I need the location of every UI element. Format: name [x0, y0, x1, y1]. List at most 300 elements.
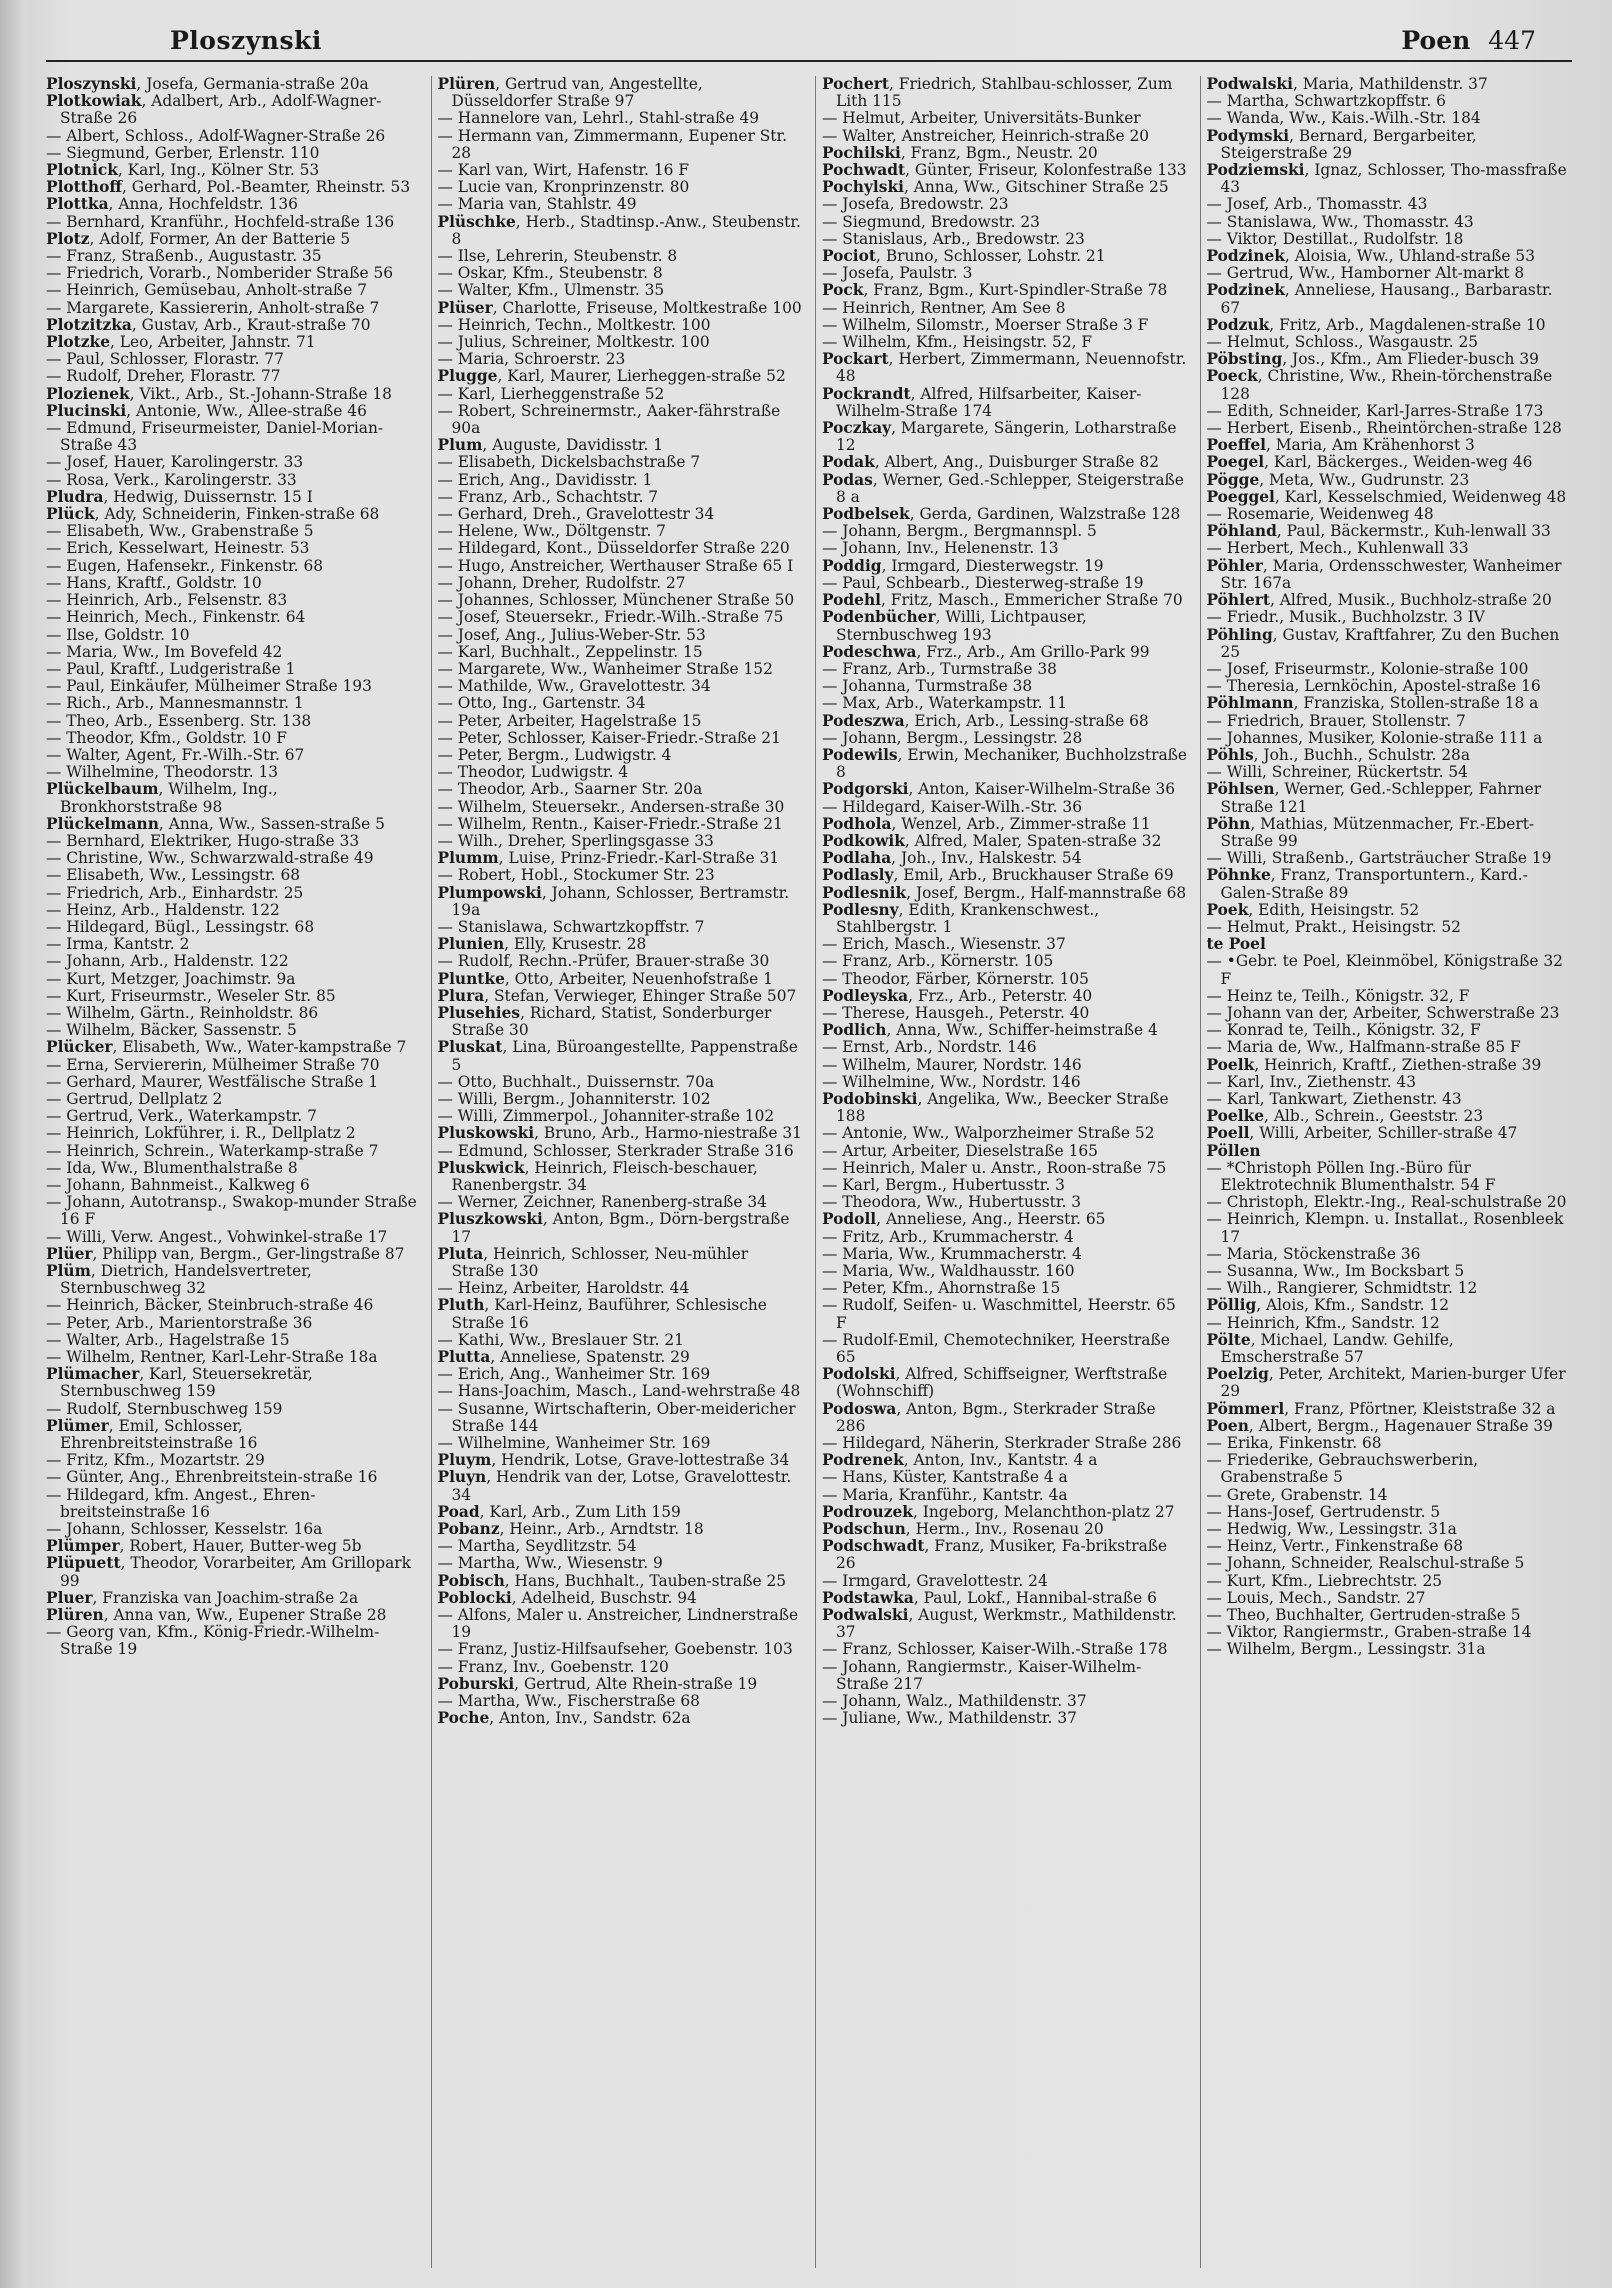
entry-surname: Pöhls	[1206, 745, 1254, 764]
directory-entry	[1207, 919, 1573, 936]
directory-entry	[46, 351, 419, 368]
directory-entry	[822, 1607, 1188, 1641]
directory-entry	[822, 833, 1188, 850]
directory-entry	[822, 472, 1188, 506]
entry-details: , Anna, Hochfeldstr. 136	[108, 195, 298, 214]
directory-entry	[1207, 334, 1573, 351]
entry-details: , Ady, Schneiderin, Finken-straße 68	[94, 505, 380, 524]
entry-details: — Heinrich, Maler u. Anstr., Roon-straße 75	[822, 1158, 1167, 1177]
directory-entry	[1207, 437, 1573, 454]
directory-entry	[46, 93, 419, 127]
entry-details: — Günter, Ang., Ehrenbreitstein-straße 16	[46, 1468, 378, 1487]
entry-details: — Helmut, Prakt., Heisingstr. 52	[1206, 917, 1461, 936]
directory-entry	[822, 1074, 1188, 1091]
entry-details: , Gustav, Kraftfahrer, Zu den Buchen 25	[1220, 625, 1560, 661]
directory-entry	[1207, 1504, 1573, 1521]
entry-surname: Pöhlsen	[1206, 780, 1275, 799]
entry-details: — Alfons, Maler u. Anstreicher, Lindnerstraße 19	[437, 1606, 799, 1642]
entry-surname: Poelke	[1206, 1107, 1265, 1126]
entry-details: — Wilh., Rangierer, Schmidtstr. 12	[1206, 1279, 1478, 1298]
directory-entry	[438, 489, 804, 506]
directory-entry	[822, 282, 1188, 299]
entry-surname: Podoswa	[822, 1399, 897, 1418]
entry-details: , Josef, Bergm., Half-mannstraße 68	[906, 883, 1187, 902]
directory-entry	[46, 1401, 419, 1418]
entry-details: — Erika, Finkenstr. 68	[1206, 1434, 1382, 1453]
directory-entry	[46, 919, 419, 936]
entry-details: — Theo, Arb., Essenberg. Str. 138	[46, 711, 312, 730]
entry-surname: Plümacher	[46, 1365, 140, 1384]
entry-surname: Podymski	[1206, 126, 1290, 145]
entry-surname: Poell	[1206, 1124, 1250, 1143]
entry-details: , Alois, Kfm., Sandstr. 12	[1256, 1296, 1449, 1315]
directory-entry	[1207, 506, 1573, 523]
directory-entry	[822, 145, 1188, 162]
entry-details: — Theodor, Kfm., Goldstr. 10 F	[46, 728, 287, 747]
entry-details: — Margarete, Kassiererin, Anholt-straße 7	[46, 298, 380, 317]
entry-details: — Josef, Steuersekr., Friedr.-Wilh.-Straße 75	[437, 608, 784, 627]
entry-details: — Theodor, Färber, Körnerstr. 105	[822, 969, 1089, 988]
entry-surname: Pluntke	[437, 969, 505, 988]
entry-surname: Plum	[437, 436, 483, 455]
directory-entry	[46, 627, 419, 644]
entry-surname: Podobinski	[822, 1089, 918, 1108]
entry-details: — Hans-Josef, Gertrudenstr. 5	[1206, 1502, 1441, 1521]
entry-surname: Podzuk	[1206, 315, 1270, 334]
entry-details: — Maria de, Ww., Halfmann-straße 85 F	[1206, 1038, 1521, 1057]
entry-surname: Plümper	[46, 1537, 120, 1556]
entry-surname: Pluskwick	[437, 1158, 525, 1177]
entry-details: — Josefa, Bredowstr. 23	[822, 195, 1009, 214]
directory-entry	[438, 403, 804, 437]
directory-entry	[822, 747, 1188, 781]
directory-entry	[438, 128, 804, 162]
directory-entry	[822, 1177, 1188, 1194]
entry-details: , Anton, Inv., Kantstr. 4 a	[903, 1451, 1098, 1470]
entry-details: , Gustav, Arb., Kraut-straße 70	[131, 315, 371, 334]
directory-entry	[46, 1555, 419, 1589]
entry-details: , Alfred, Maler, Spaten-straße 32	[904, 831, 1162, 850]
entry-details: — Heinrich, Rentner, Am See 8	[822, 298, 1066, 317]
entry-details: — Karl van, Wirt, Hafenstr. 16 F	[437, 161, 689, 180]
directory-entry	[438, 1160, 804, 1194]
directory-entry	[822, 1022, 1188, 1039]
directory-entry	[46, 867, 419, 884]
directory-entry	[822, 334, 1188, 351]
entry-details: , Bruno, Arb., Harmo-niestraße 31	[534, 1124, 802, 1143]
directory-entry	[1207, 1194, 1573, 1211]
binding-shadow	[0, 0, 26, 2288]
directory-entry	[46, 558, 419, 575]
entry-details: — Heinrich, Klempn. u. Installat., Rosenbleek 17	[1206, 1210, 1564, 1246]
entry-details: , Luise, Prinz-Friedr.-Karl-Straße 31	[498, 849, 780, 868]
entry-details: — Johann, Schlosser, Kesselstr. 16a	[46, 1520, 323, 1539]
entry-details: , Antonie, Ww., Allee-straße 46	[126, 401, 367, 420]
entry-details: — Max, Arb., Waterkampstr. 11	[822, 694, 1068, 713]
entry-details: — Albert, Schloss., Adolf-Wagner-Straße 26	[46, 126, 386, 145]
directory-entry	[46, 1091, 419, 1108]
directory-entry	[822, 1401, 1188, 1435]
entry-surname: Pociot	[822, 247, 877, 266]
directory-entry	[438, 472, 804, 489]
entry-details: — Johanna, Turmstraße 38	[822, 677, 1033, 696]
entry-details: — Franz, Schlosser, Kaiser-Wilh.-Straße 178	[822, 1640, 1168, 1659]
directory-entry	[1207, 162, 1573, 196]
directory-entry	[822, 1194, 1188, 1211]
entry-details: , Philipp van, Bergm., Ger-lingstraße 87	[92, 1244, 405, 1263]
directory-entry	[1207, 678, 1573, 695]
entry-details: — Heinz, Arbeiter, Haroldstr. 44	[437, 1279, 690, 1298]
entry-surname: Pock	[822, 281, 864, 300]
directory-entry	[46, 128, 419, 145]
entry-details: — Franz, Arb., Turmstraße 38	[822, 659, 1057, 678]
directory-entry	[438, 1125, 804, 1142]
entry-details: , Wenzel, Arb., Zimmer-straße 11	[891, 814, 1151, 833]
directory-entry	[46, 695, 419, 712]
directory-entry	[46, 1590, 419, 1607]
entry-details: — Edith, Schneider, Karl-Jarres-Straße 173	[1206, 401, 1544, 420]
entry-details: , Albert, Ang., Duisburger Straße 82	[874, 453, 1160, 472]
entry-details: — Elisabeth, Ww., Grabenstraße 5	[46, 522, 314, 541]
directory-entry	[438, 695, 804, 712]
directory-entry	[438, 540, 804, 557]
directory-entry: te Poel	[1206, 935, 1266, 954]
directory-columns	[46, 76, 1572, 2268]
directory-entry	[46, 1229, 419, 1246]
entry-details: , Franz, Pförtner, Kleiststraße 32 a	[1284, 1399, 1556, 1418]
entry-details: — Irmgard, Gravelottestr. 24	[822, 1571, 1048, 1590]
entry-details: , Michael, Landw. Gehilfe, Emscherstraße 57	[1220, 1330, 1454, 1367]
directory-entry	[1207, 1573, 1573, 1590]
entry-details: — Friedr., Musik., Buchholzstr. 3 IV	[1206, 608, 1485, 627]
directory-entry	[46, 1039, 419, 1056]
directory-entry	[1207, 454, 1573, 471]
entry-details: — Wilhelmine, Wanheimer Str. 169	[437, 1434, 711, 1453]
entry-surname: Plotnick	[46, 161, 118, 180]
entry-surname: Plucinski	[46, 401, 127, 420]
directory-entry	[46, 196, 419, 213]
directory-entry	[438, 1349, 804, 1366]
entry-details: — Stanislawa, Ww., Thomasstr. 43	[1206, 212, 1474, 231]
entry-details: , Adelheid, Buschstr. 94	[511, 1588, 697, 1607]
entry-surname: Podoll	[822, 1210, 877, 1229]
entry-details: — Gertrud, Dellplatz 2	[46, 1089, 223, 1108]
entry-surname: Podrouzek	[822, 1502, 913, 1521]
directory-entry	[822, 1057, 1188, 1074]
entry-details: — Johann, Inv., Helenenstr. 13	[822, 539, 1059, 558]
entry-details: — Heinrich, Techn., Moltkestr. 100	[437, 315, 711, 334]
entry-details: , Hans, Buchhalt., Tauben-straße 25	[504, 1571, 787, 1590]
entry-surname: Poeffel	[1206, 436, 1266, 455]
directory-entry	[1207, 1332, 1573, 1366]
directory-entry	[438, 437, 804, 454]
entry-details: , Anna, Ww., Gitschiner Straße 25	[903, 178, 1169, 197]
entry-surname: Podstawka	[822, 1588, 914, 1607]
entry-details: , Margarete, Sängerin, Lotharstraße 12	[836, 419, 1177, 455]
entry-details: — Juliane, Ww., Mathildenstr. 37	[822, 1709, 1077, 1728]
entry-details: , Heinrich, Schlosser, Neu-mühler Straße 130	[451, 1244, 749, 1281]
directory-entry	[438, 248, 804, 265]
entry-details: , Heinrich, Fleisch-beschauer, Ranenbergstr. 34	[451, 1158, 758, 1194]
directory-entry	[1207, 1005, 1573, 1022]
directory-entry	[822, 351, 1188, 385]
entry-details: — Franz, Straßenb., Augustastr. 35	[46, 247, 322, 266]
directory-entry	[1207, 93, 1573, 110]
entry-details: — Maria, Ww., Krummacherstr. 4	[822, 1244, 1082, 1263]
entry-details: , Hendrik, Lotse, Grave-lottestraße 34	[491, 1451, 790, 1470]
entry-details: — Siegmund, Bredowstr. 23	[822, 212, 1040, 231]
directory-entry	[438, 781, 804, 798]
directory-entry	[46, 678, 419, 695]
entry-details: , Dietrich, Handelsvertreter, Sternbuschweg 32	[60, 1262, 312, 1298]
directory-entry	[1207, 1624, 1573, 1641]
entry-details: — Viktor, Rangiermstr., Graben-straße 14	[1206, 1623, 1532, 1642]
directory-entry	[1207, 403, 1573, 420]
entry-details: — Ilse, Goldstr. 10	[46, 625, 190, 644]
directory-entry	[46, 231, 419, 248]
directory-entry	[1207, 196, 1573, 213]
entry-surname: Plückelmann	[46, 814, 159, 833]
directory-entry	[46, 265, 419, 282]
entry-details: , Werner, Ged.-Schlepper, Steigerstraße 8 a	[836, 470, 1184, 506]
directory-entry	[822, 317, 1188, 334]
entry-details: — Heinrich, Schrein., Waterkamp-straße 7	[46, 1141, 379, 1160]
directory-entry	[822, 1573, 1188, 1590]
directory-entry	[46, 1108, 419, 1125]
directory-entry	[822, 1280, 1188, 1297]
directory-entry	[1207, 110, 1573, 127]
directory-entry	[822, 523, 1188, 540]
directory-entry	[822, 1160, 1188, 1177]
directory-entry	[822, 953, 1188, 970]
directory-entry	[438, 1211, 804, 1245]
entry-details: — Friedrich, Arb., Einhardstr. 25	[46, 883, 304, 902]
entry-details: — Hannelore van, Lehrl., Stahl-straße 49	[437, 109, 760, 128]
directory-entry	[438, 1108, 804, 1125]
directory-entry	[438, 627, 804, 644]
directory-entry	[1207, 1057, 1573, 1074]
entry-surname: Plüser	[437, 298, 493, 317]
directory-entry	[438, 1607, 804, 1641]
directory-entry	[822, 644, 1188, 661]
directory-entry	[1207, 661, 1573, 678]
entry-surname: Pömmerl	[1206, 1399, 1285, 1418]
entry-details: — Peter, Arb., Marientorstraße 36	[46, 1313, 313, 1332]
entry-details: — Theodor, Arb., Saarner Str. 20a	[437, 780, 703, 799]
entry-details: — Walter, Arb., Hagelstraße 15	[46, 1330, 290, 1349]
column-4	[1200, 76, 1573, 2268]
entry-details: — Franz, Inv., Goebenstr. 120	[437, 1657, 669, 1676]
entry-details: , Meta, Ww., Gudrunstr. 23	[1259, 470, 1470, 489]
entry-surname: Pluta	[437, 1244, 484, 1263]
entry-details: , Anton, Inv., Sandstr. 62a	[489, 1709, 691, 1728]
entry-details: , Edith, Krankenschwest., Stahlbergstr. 1	[836, 900, 1100, 936]
directory-entry	[822, 506, 1188, 523]
entry-surname: Podehl	[822, 591, 882, 610]
directory-entry	[1207, 902, 1573, 919]
entry-surname: Pludra	[46, 487, 104, 506]
directory-entry	[1207, 1452, 1573, 1486]
directory-entry	[1207, 265, 1573, 282]
directory-entry	[1207, 540, 1573, 557]
entry-surname: Pöhler	[1206, 556, 1263, 575]
entry-surname: Podschun	[822, 1520, 906, 1539]
directory-entry	[1207, 214, 1573, 231]
entry-details: — Erich, Ang., Wanheimer Str. 169	[437, 1365, 711, 1384]
entry-surname: Plotzke	[46, 333, 110, 352]
directory-entry	[438, 1435, 804, 1452]
directory-entry	[46, 1057, 419, 1074]
entry-details: , Alfred, Schiffseigner, Werftstraße (Wohnschiff)	[836, 1365, 1168, 1401]
directory-entry	[822, 730, 1188, 747]
directory-entry	[822, 1143, 1188, 1160]
directory-entry	[1207, 1108, 1573, 1125]
entry-details: — Heinz, Vertr., Finkenstraße 68	[1206, 1537, 1464, 1556]
entry-details: — Kurt, Friseurmstr., Weseler Str. 85	[46, 986, 336, 1005]
directory-entry	[1207, 730, 1573, 747]
entry-details: — Kurt, Kfm., Liebrechtstr. 25	[1206, 1571, 1443, 1590]
directory-entry	[438, 1469, 804, 1503]
entry-details: — Wilhelmine, Ww., Nordstr. 146	[822, 1072, 1081, 1091]
entry-details: — Robert, Schreinermstr., Aaker-fährstraße 90a	[437, 401, 781, 438]
directory-entry	[46, 1607, 419, 1624]
entry-details: — Johann, Bergm., Bergmannspl. 5	[822, 522, 1097, 541]
entry-details: — Heinz te, Teilh., Königstr. 32, F	[1206, 986, 1470, 1005]
directory-entry	[438, 833, 804, 850]
entry-surname: Pluym	[437, 1451, 492, 1470]
entry-surname: Plückelbaum	[46, 780, 159, 799]
entry-details: , Irmgard, Diesterwegstr. 19	[881, 556, 1104, 575]
header-first-entry: Ploszynski	[170, 26, 322, 55]
entry-details: — Werner, Zeichner, Ranenberg-straße 34	[437, 1193, 767, 1212]
directory-entry	[822, 1332, 1188, 1366]
entry-details: — Stanislaus, Arb., Bredowstr. 23	[822, 229, 1085, 248]
entry-details: — Friederike, Gebrauchswerberin, Grabenstraße 5	[1206, 1451, 1479, 1487]
entry-details: — Rich., Arb., Mannesmannstr. 1	[46, 694, 304, 713]
entry-details: , Anneliese, Hausang., Barbarastr. 67	[1220, 281, 1553, 317]
entry-details: , Franz, Musiker, Fa-brikstraße 26	[836, 1537, 1168, 1573]
entry-details: , Aloisia, Ww., Uhland-straße 53	[1284, 247, 1535, 266]
entry-surname: Pluskat	[437, 1038, 503, 1057]
directory-entry	[438, 713, 804, 730]
entry-details: , Paul, Lokf., Hannibal-straße 6	[913, 1588, 1157, 1607]
entry-details: , Bernard, Bergarbeiter, Steigerstraße 29	[1220, 126, 1477, 162]
directory-entry	[1207, 128, 1573, 162]
entry-details: , Erwin, Mechaniker, Buchholzstraße 8	[836, 745, 1188, 782]
entry-details: , Franziska, Stollen-straße 18 a	[1293, 694, 1539, 713]
entry-details: — Paul, Schbearb., Diesterweg-straße 19	[822, 573, 1144, 592]
entry-details: — Theodora, Ww., Hubertusstr. 3	[822, 1193, 1082, 1212]
entry-details: — Johann, Arb., Haldenstr. 122	[46, 952, 289, 971]
entry-details: — Martha, Ww., Wiesenstr. 9	[437, 1554, 663, 1573]
directory-entry	[822, 781, 1188, 798]
directory-entry	[1207, 1487, 1573, 1504]
entry-details: , Anna van, Ww., Eupener Straße 28	[103, 1606, 387, 1625]
entry-details: — Gerhard, Dreh., Gravelottestr 34	[437, 505, 715, 524]
directory-entry	[1207, 1590, 1573, 1607]
entry-details: , Elisabeth, Ww., Water-kampstraße 7	[112, 1038, 407, 1057]
directory-entry	[438, 1521, 804, 1538]
directory-entry	[822, 1521, 1188, 1538]
entry-details: — Johann, Walz., Mathildenstr. 37	[822, 1692, 1087, 1711]
directory-entry	[46, 1125, 419, 1142]
directory-entry	[1207, 713, 1573, 730]
directory-entry	[1207, 1366, 1573, 1400]
directory-entry	[438, 300, 804, 317]
entry-details: — •Gebr. te Poel, Kleinmöbel, Königstraße 32 F	[1206, 952, 1563, 988]
directory-entry	[46, 454, 419, 471]
entry-details: , Gertrud, Alte Rhein-straße 19	[514, 1674, 758, 1693]
directory-entry	[438, 1573, 804, 1590]
entry-details: — Heinrich, Gemüsebau, Anholt-straße 7	[46, 281, 368, 300]
directory-entry	[438, 1641, 804, 1658]
directory-entry	[822, 1263, 1188, 1280]
entry-surname: Plumpowski	[437, 883, 542, 902]
directory-entry	[1207, 1280, 1573, 1297]
entry-details: — Georg van, Kfm., König-Friedr.-Wilhelm-Straße 19	[46, 1623, 380, 1659]
directory-entry	[438, 76, 804, 110]
directory-entry	[438, 919, 804, 936]
directory-entry	[438, 1504, 804, 1521]
directory-entry	[822, 1091, 1188, 1125]
directory-entry	[438, 1194, 804, 1211]
directory-entry	[1207, 1641, 1573, 1658]
entry-surname: Podrenek	[822, 1451, 904, 1470]
directory-entry	[438, 885, 804, 919]
directory-entry	[822, 1693, 1188, 1710]
entry-details: , Franz, Bgm., Neustr. 20	[900, 143, 1098, 162]
entry-details: , Emil, Schlosser, Ehrenbreitsteinstraße 16	[60, 1416, 258, 1453]
entry-details: , Richard, Statist, Sonderburger Straße 30	[451, 1003, 772, 1040]
directory-entry	[46, 506, 419, 523]
entry-surname: Pöhlmann	[1206, 694, 1294, 713]
entry-details: — Paul, Kraftf., Ludgeristraße 1	[46, 659, 296, 678]
directory-entry	[822, 386, 1188, 420]
directory-entry	[822, 162, 1188, 179]
entry-details: — Ida, Ww., Blumenthalstraße 8	[46, 1158, 298, 1177]
entry-details: , Bruno, Schlosser, Lohstr. 21	[876, 247, 1106, 266]
directory-entry	[46, 988, 419, 1005]
directory-entry	[822, 902, 1188, 936]
directory-entry	[438, 1710, 804, 1727]
directory-entry	[822, 1246, 1188, 1263]
entry-details: — Christine, Ww., Schwarzwald-straße 49	[46, 849, 374, 868]
directory-entry	[438, 179, 804, 196]
entry-details: — Margarete, Ww., Wanheimer Straße 152	[437, 659, 773, 678]
entry-details: , Mathias, Mützenmacher, Fr.-Ebert-Straße 99	[1220, 814, 1535, 850]
directory-entry	[1207, 764, 1573, 781]
directory-entry	[46, 1194, 419, 1228]
directory-entry	[1207, 248, 1573, 265]
directory-entry	[438, 265, 804, 282]
entry-surname: Podhola	[822, 814, 892, 833]
entry-details: — Louis, Mech., Sandstr. 27	[1206, 1588, 1426, 1607]
entry-details: , Herbert, Zimmermann, Neuennofstr. 48	[836, 350, 1187, 386]
entry-details: — Susanna, Ww., Im Bocksbart 5	[1206, 1262, 1465, 1281]
entry-details: — Rudolf, Seifen- u. Waschmittel, Heerstr. 65 F	[822, 1296, 1176, 1332]
entry-details: , Robert, Hauer, Butter-weg 5b	[119, 1537, 362, 1556]
entry-details: — Karl, Lierheggenstraße 52	[437, 384, 665, 403]
entry-details: — Josef, Ang., Julius-Weber-Str. 53	[437, 625, 706, 644]
entry-details: — Heinrich, Kfm., Sandstr. 12	[1206, 1313, 1440, 1332]
entry-surname: Podleyska	[822, 986, 909, 1005]
entry-details: , Gerhard, Pol.-Beamter, Rheinstr. 53	[122, 178, 411, 197]
entry-details: , Elly, Krusestr. 28	[504, 935, 647, 954]
entry-surname: Plüm	[46, 1262, 91, 1281]
entry-details: — Wilhelmine, Theodorstr. 13	[46, 763, 279, 782]
entry-details: , Joh., Inv., Halskestr. 54	[891, 849, 1082, 868]
entry-details: , Willi, Arbeiter, Schiller-straße 47	[1249, 1124, 1518, 1143]
